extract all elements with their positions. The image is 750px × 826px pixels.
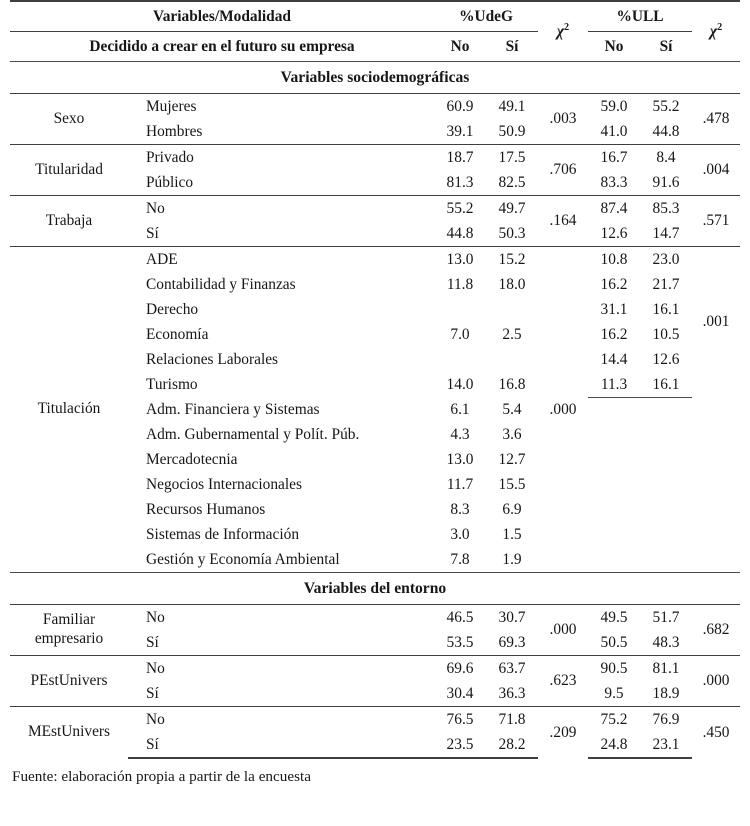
value-ull-no: 41.0 <box>600 122 628 140</box>
value-udeg-no <box>434 297 486 322</box>
modality-label: Sistemas de Información <box>146 525 300 543</box>
value-udeg-si: 49.7 <box>486 196 538 222</box>
value-udeg-si: 28.2 <box>486 732 538 758</box>
value-udeg-no: 14.0 <box>446 375 474 393</box>
chi-value-ull: .004 <box>692 145 740 196</box>
value-ull-no: 87.4 <box>588 196 640 222</box>
table-row <box>10 145 740 171</box>
value-ull-no: 90.5 <box>588 656 640 682</box>
chi-value-udeg: .706 <box>538 145 588 196</box>
value-udeg-si: 18.0 <box>498 275 526 293</box>
modality-label: Mujeres <box>128 94 434 120</box>
modality-label: Gestión y Economía Ambiental <box>146 550 340 568</box>
header-chi-udeg <box>538 1 588 62</box>
table-row <box>10 605 740 631</box>
table-row <box>10 656 740 682</box>
chi-symbol-ull: χ <box>709 22 718 40</box>
value-ull-no: 50.5 <box>600 633 628 651</box>
modality-label: Negocios Internacionales <box>146 475 302 493</box>
modality-label: No <box>128 196 434 222</box>
value-ull-no: 9.5 <box>604 684 624 702</box>
modality-label: Hombres <box>146 122 203 140</box>
modality-label: Relaciones Laborales <box>146 350 279 368</box>
modality-label: Derecho <box>146 300 199 318</box>
value-ull-si <box>640 447 692 472</box>
value-ull-si: 81.1 <box>640 656 692 682</box>
value-ull-si: 91.6 <box>652 173 680 191</box>
table-row <box>10 707 740 733</box>
header-row-groups <box>10 1 740 32</box>
chi-value-ull: .682 <box>692 605 740 656</box>
value-udeg-si: 12.7 <box>498 450 526 468</box>
modality-label: Mercadotecnia <box>146 450 238 468</box>
value-ull-si: 51.7 <box>640 605 692 631</box>
header-ull-si: Sí <box>640 32 692 62</box>
value-udeg-no: 7.8 <box>450 550 470 568</box>
value-udeg-no: 30.4 <box>446 684 474 702</box>
modality-label: Sí <box>146 684 159 702</box>
value-ull-si: 16.1 <box>640 372 692 397</box>
value-udeg-si: 2.5 <box>502 325 522 343</box>
value-udeg-no: 4.3 <box>450 425 470 443</box>
chi-value-ull: .450 <box>692 707 740 759</box>
value-udeg-si: 3.6 <box>502 425 522 443</box>
value-ull-si: 23.0 <box>640 247 692 273</box>
variable-label: Trabaja <box>10 196 128 247</box>
header-udeg-si: Sí <box>486 32 538 62</box>
modality-label: Recursos Humanos <box>146 500 266 518</box>
statistics-table <box>10 0 740 759</box>
variable-label: MEstUnivers <box>10 707 128 759</box>
modality-label: Sí <box>146 633 159 651</box>
value-udeg-si: 1.5 <box>502 525 522 543</box>
modality-label: Público <box>146 173 194 191</box>
value-ull-si: 21.7 <box>652 275 680 293</box>
value-udeg-no: 76.5 <box>434 707 486 733</box>
section-band-row <box>10 573 740 605</box>
table-footnote: Fuente: elaboración propia a partir de la encuesta <box>12 768 311 785</box>
section-band-label: Variables del entorno <box>10 573 740 605</box>
chi-value-udeg: .000 <box>538 247 588 573</box>
value-ull-no: 16.2 <box>600 325 628 343</box>
modality-label: Adm. Financiera y Sistemas <box>146 400 320 418</box>
chi-value-ull: .478 <box>692 94 740 145</box>
modality-label: No <box>128 707 434 733</box>
value-udeg-si: 5.4 <box>502 400 522 418</box>
value-ull-si: 23.1 <box>640 732 692 758</box>
value-ull-no <box>588 422 640 447</box>
value-udeg-si: 1.9 <box>502 550 522 568</box>
value-ull-no: 49.5 <box>588 605 640 631</box>
variable-label: Titularidad <box>10 145 128 196</box>
modality-label: ADE <box>128 247 434 273</box>
value-udeg-no: 13.0 <box>446 450 474 468</box>
value-udeg-si: 15.5 <box>498 475 526 493</box>
chi-value-udeg: .209 <box>538 707 588 759</box>
value-ull-no: 75.2 <box>588 707 640 733</box>
value-udeg-si: 82.5 <box>498 173 526 191</box>
value-ull-si <box>640 547 692 573</box>
value-udeg-no: 18.7 <box>434 145 486 171</box>
value-udeg-no: 39.1 <box>446 122 474 140</box>
value-udeg-si: 63.7 <box>486 656 538 682</box>
value-ull-si <box>640 522 692 547</box>
value-udeg-si: 49.1 <box>486 94 538 120</box>
chi-value-udeg: .000 <box>538 605 588 656</box>
value-ull-no <box>588 547 640 573</box>
value-ull-si <box>640 472 692 497</box>
variable-label-line: Familiar <box>42 611 96 629</box>
value-udeg-si: 17.5 <box>486 145 538 171</box>
modality-label: Economía <box>146 325 209 343</box>
header-udeg-no: No <box>434 32 486 62</box>
value-udeg-si: 30.7 <box>486 605 538 631</box>
header-ull-no: No <box>588 32 640 62</box>
table-row <box>10 196 740 222</box>
value-udeg-no: 55.2 <box>434 196 486 222</box>
variable-label-line: empresario <box>34 630 104 647</box>
value-udeg-no: 8.3 <box>450 500 470 518</box>
value-udeg-no: 23.5 <box>434 732 486 758</box>
value-udeg-no: 46.5 <box>434 605 486 631</box>
value-udeg-si: 50.9 <box>498 122 526 140</box>
variable-label: Titulación <box>10 247 128 573</box>
value-ull-si: 10.5 <box>652 325 680 343</box>
table-row <box>10 247 740 273</box>
value-ull-si <box>640 422 692 447</box>
value-udeg-si: 36.3 <box>498 684 526 702</box>
value-ull-si: 44.8 <box>652 122 680 140</box>
chi-value-udeg: .164 <box>538 196 588 247</box>
section-band-label: Variables sociodemográficas <box>10 62 740 94</box>
value-udeg-no <box>434 347 486 372</box>
value-ull-si: 85.3 <box>640 196 692 222</box>
chi-value-ull: .000 <box>692 656 740 707</box>
modality-label: No <box>128 605 434 631</box>
modality-label: Privado <box>128 145 434 171</box>
modality-label: Sí <box>146 224 159 242</box>
value-ull-no: 83.3 <box>600 173 628 191</box>
header-variables-modalidad: Variables/Modalidad <box>10 1 434 32</box>
value-udeg-si: 50.3 <box>498 224 526 242</box>
header-chi-ull <box>692 1 740 62</box>
modality-label: Sí <box>128 732 434 758</box>
value-ull-si: 18.9 <box>652 684 680 702</box>
header-group-ull: %ULL <box>588 1 692 32</box>
value-ull-no: 59.0 <box>588 94 640 120</box>
value-udeg-no: 53.5 <box>446 633 474 651</box>
chi-value-ull: .571 <box>692 196 740 247</box>
table-body <box>10 62 740 759</box>
variable-label: PEstUnivers <box>10 656 128 707</box>
value-udeg-si: 16.8 <box>498 375 526 393</box>
chi-value-ull: .001 <box>692 247 740 398</box>
value-ull-no: 11.3 <box>588 372 640 397</box>
header-group-udeg: %UdeG <box>434 1 538 32</box>
modality-label: Adm. Gubernamental y Polít. Púb. <box>146 425 360 443</box>
value-ull-si <box>640 397 692 422</box>
chi-symbol-udeg: χ <box>556 22 565 40</box>
variable-label: Sexo <box>10 94 128 145</box>
value-udeg-no: 3.0 <box>450 525 470 543</box>
table-header <box>10 1 740 62</box>
value-ull-si <box>640 497 692 522</box>
value-ull-si: 8.4 <box>640 145 692 171</box>
value-udeg-no: 11.7 <box>446 475 474 493</box>
value-udeg-no: 81.3 <box>446 173 474 191</box>
value-udeg-no: 44.8 <box>446 224 474 242</box>
value-ull-no: 14.4 <box>600 350 628 368</box>
value-ull-no <box>588 472 640 497</box>
chi-exponent-ull: 2 <box>717 21 723 33</box>
value-udeg-no: 13.0 <box>434 247 486 273</box>
variable-label <box>10 605 128 656</box>
chi-value-udeg: .003 <box>538 94 588 145</box>
modality-label: No <box>128 656 434 682</box>
chi-exponent-udeg: 2 <box>564 21 570 33</box>
value-udeg-no: 69.6 <box>434 656 486 682</box>
chi-value-udeg: .623 <box>538 656 588 707</box>
header-question: Decidido a crear en el futuro su empresa <box>10 32 434 62</box>
value-ull-si: 76.9 <box>640 707 692 733</box>
header-row-columns <box>10 32 740 62</box>
value-ull-no <box>588 522 640 547</box>
value-ull-si: 16.1 <box>652 300 680 318</box>
value-ull-no: 10.8 <box>588 247 640 273</box>
value-ull-no: 24.8 <box>588 732 640 758</box>
value-ull-si: 14.7 <box>652 224 680 242</box>
section-band-row <box>10 62 740 94</box>
value-udeg-si: 71.8 <box>486 707 538 733</box>
value-ull-si: 12.6 <box>652 350 680 368</box>
value-ull-si: 55.2 <box>640 94 692 120</box>
value-udeg-no: 60.9 <box>434 94 486 120</box>
value-ull-no: 12.6 <box>600 224 628 242</box>
value-ull-no <box>588 447 640 472</box>
value-ull-si: 48.3 <box>652 633 680 651</box>
modality-label: Contabilidad y Finanzas <box>146 275 296 293</box>
modality-label: Turismo <box>146 375 198 393</box>
value-udeg-si: 15.2 <box>486 247 538 273</box>
value-udeg-no: 7.0 <box>450 325 470 343</box>
value-ull-no <box>588 497 640 522</box>
value-udeg-si <box>486 297 538 322</box>
value-udeg-no: 11.8 <box>446 275 474 293</box>
value-udeg-si <box>486 347 538 372</box>
value-ull-no: 16.2 <box>600 275 628 293</box>
value-ull-no: 31.1 <box>600 300 628 318</box>
value-ull-no: 16.7 <box>588 145 640 171</box>
value-ull-no <box>588 397 640 422</box>
value-udeg-si: 6.9 <box>502 500 522 518</box>
value-udeg-si: 69.3 <box>498 633 526 651</box>
value-udeg-no: 6.1 <box>450 400 470 418</box>
table-row <box>10 94 740 120</box>
